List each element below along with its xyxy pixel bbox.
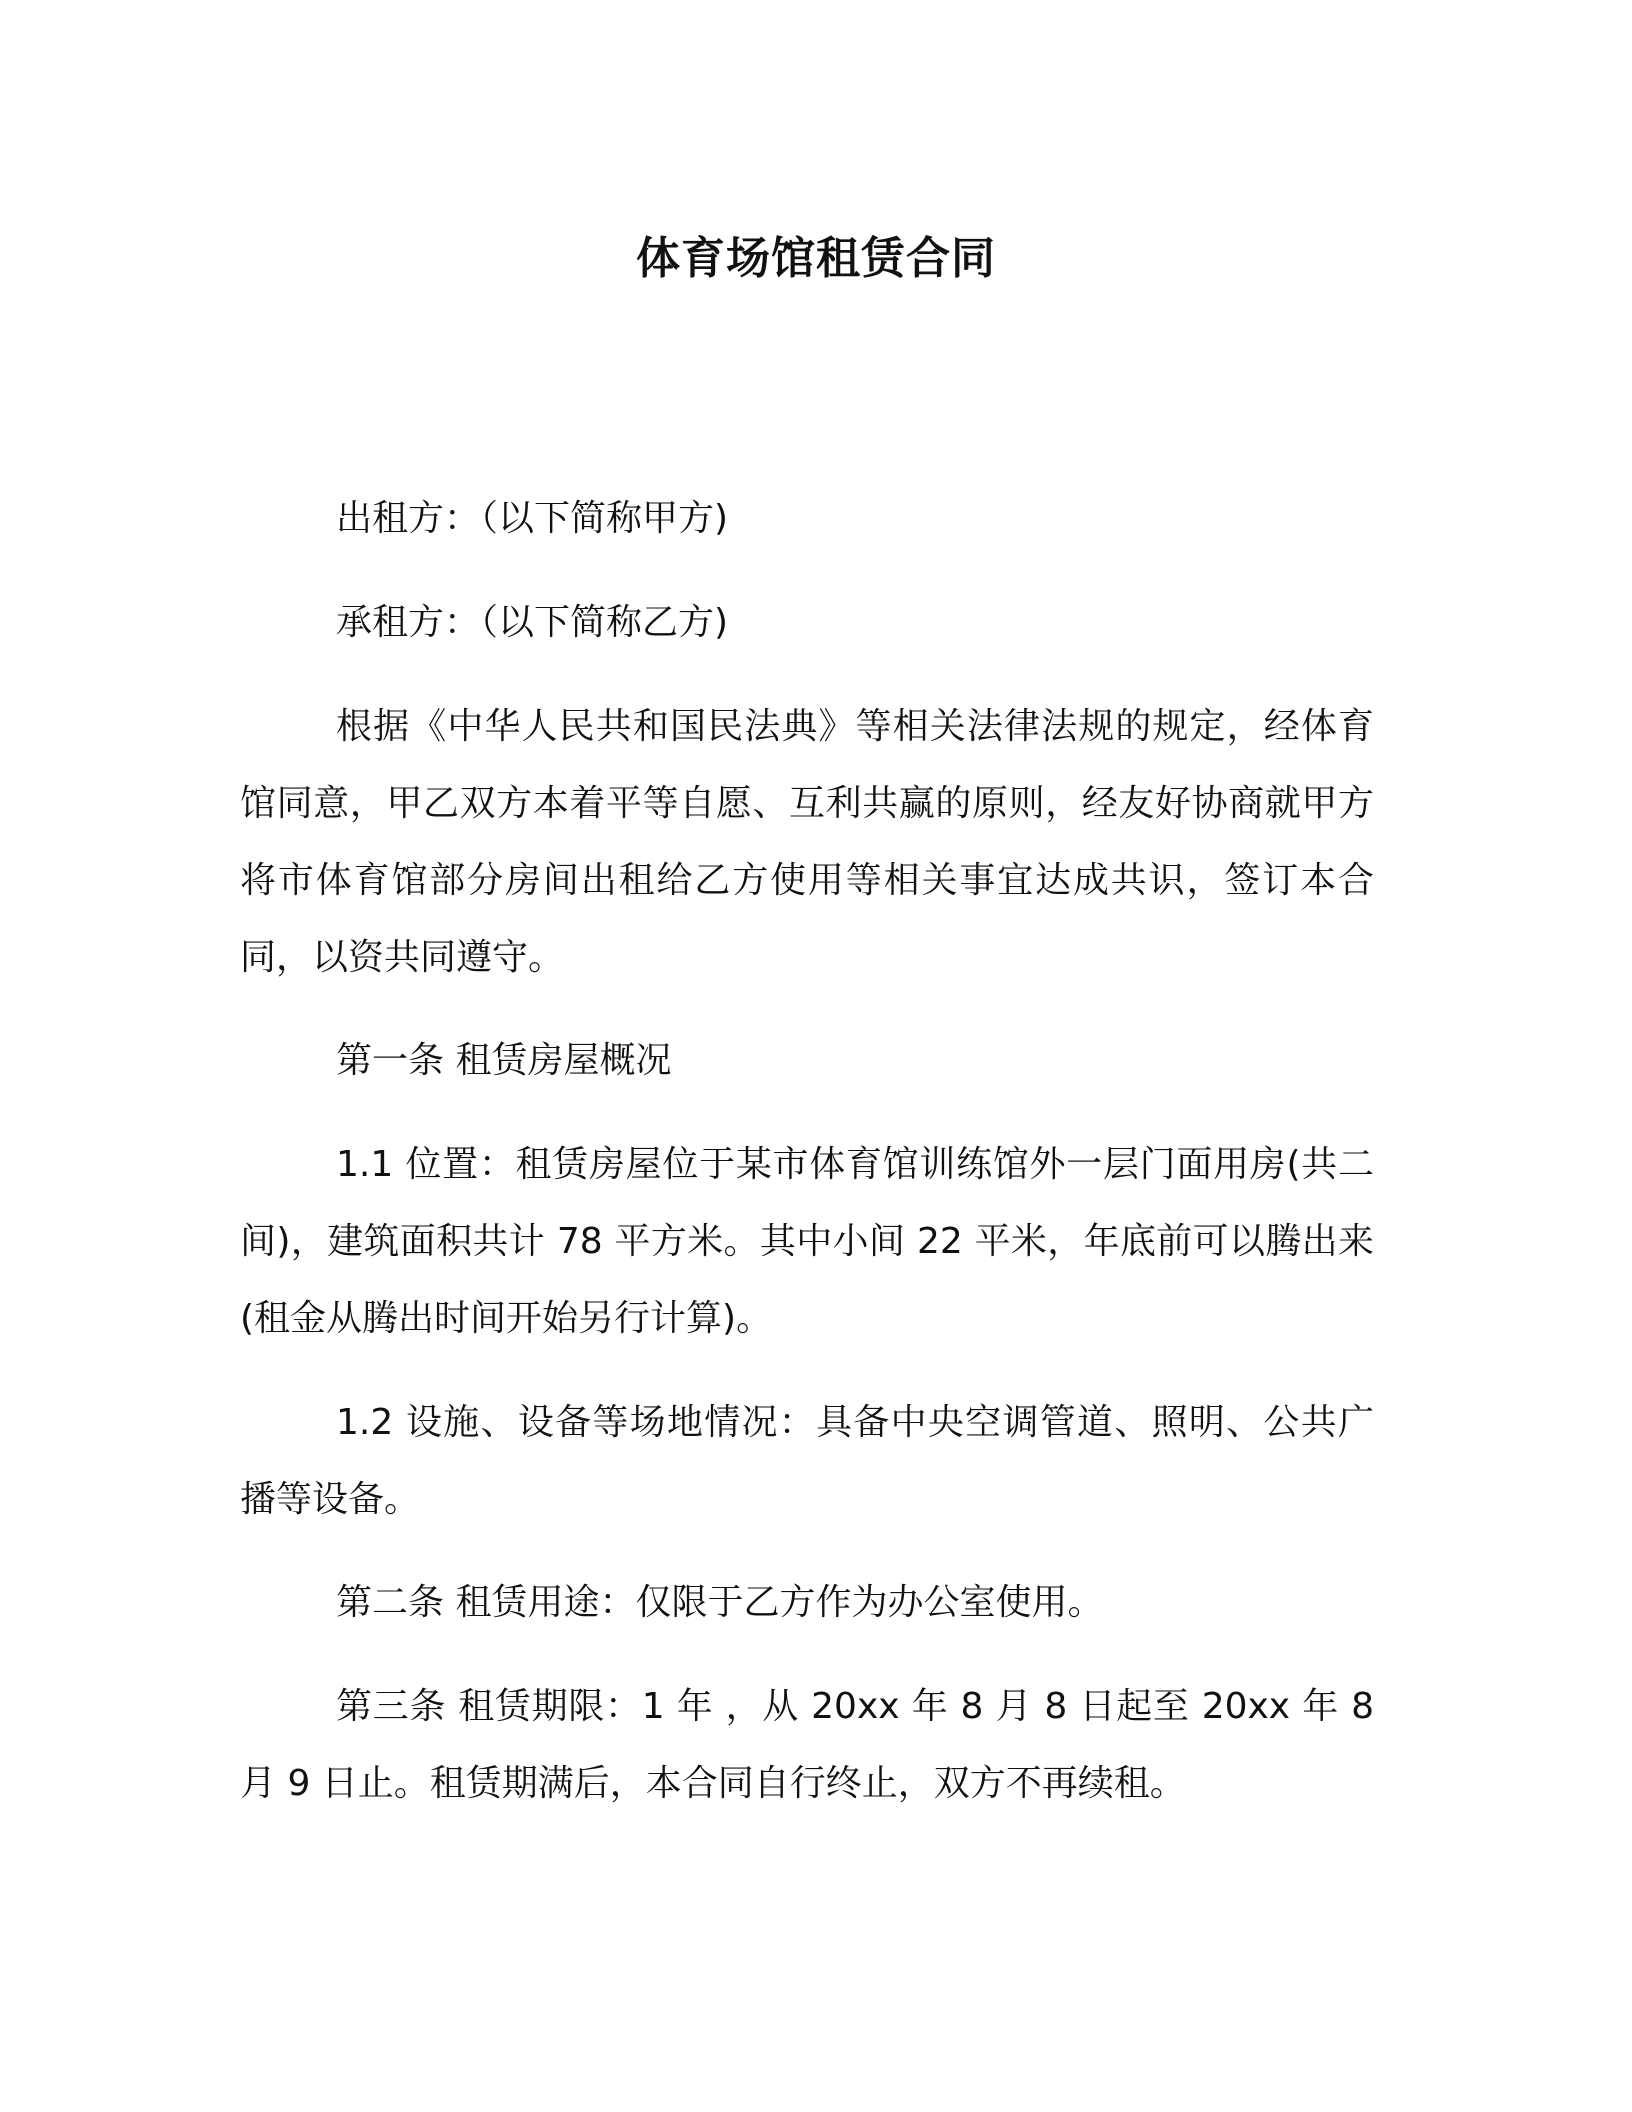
document-title: 体育场馆租赁合同 [636,233,996,284]
article-3: 第三条 租赁期限：1 年 ，从 20xx 年 8 月 8 日起至 20xx 年 8 月 9 日止。租赁期满后，本合同自行终止，双方不再续租。 [240,1686,1374,1804]
article-2: 第二条 租赁用途：仅限于乙方作为办公室使用。 [336,1582,1104,1623]
lessee-line: 承租方：（以下简称乙方) [336,602,729,643]
article-1-heading: 第一条 租赁房屋概况 [336,1040,672,1081]
clause-1-2: 1.2 设施、设备等场地情况：具备中央空调管道、照明、公共广播等设备。 [240,1402,1374,1520]
lessor-line: 出租方：（以下简称甲方) [336,498,729,539]
clause-1-1: 1.1 位置：租赁房屋位于某市体育馆训练馆外一层门面用房(共二间)，建筑面积共计 78 平方米。其中小间 22 平米，年底前可以腾出来(租金从腾出时间开始另行计算)。 [240,1144,1374,1339]
preamble-paragraph: 根据《中华人民共和国民法典》等相关法律法规的规定，经体育馆同意，甲乙双方本着平等自愿、互利共赢的原则，经友好协商就甲方将市体育馆部分房间出租给乙方使用等相关事宜达成共识，签订本合同，以资共同遵守。 [240,706,1374,978]
